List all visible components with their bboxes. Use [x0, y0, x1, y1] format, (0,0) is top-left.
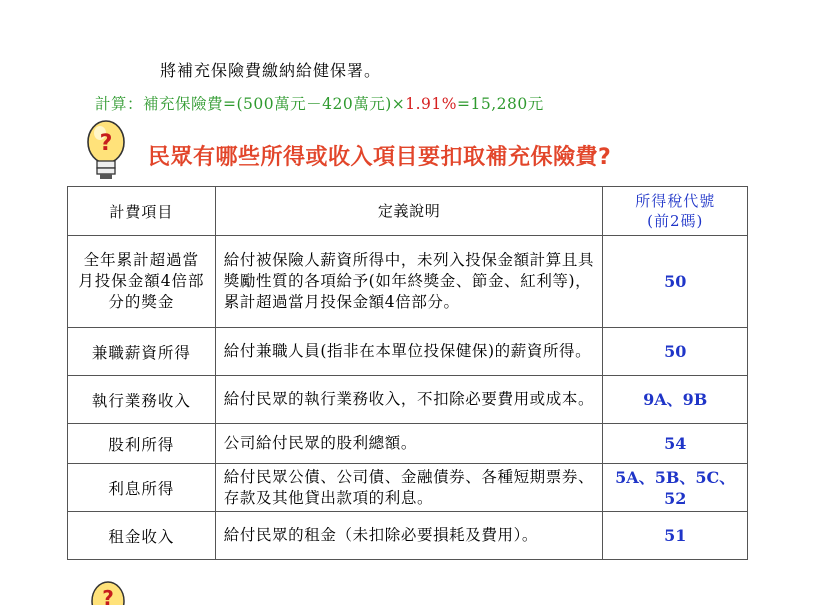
- row-code: 54: [603, 424, 748, 464]
- calc-prefix: 計算：補充保險費=(500萬元－420萬元)×: [95, 95, 406, 113]
- table-row: [68, 464, 748, 512]
- svg-text:?: ?: [99, 131, 113, 156]
- row-definition: 給付被保險人薪資所得中，未列入投保金額計算且具獎勵性質的各項給予(如年終獎金、節金、紅利等)，累計超過當月投保金額4倍部分。: [215, 236, 603, 328]
- row-item: 全年累計超過當月投保金額4倍部分的獎金: [68, 236, 216, 328]
- header-code: [603, 187, 748, 236]
- row-definition: 給付民眾的租金（未扣除必要損耗及費用）。: [215, 512, 603, 560]
- header-item: 計費項目: [68, 187, 216, 236]
- row-item: 利息所得: [68, 464, 216, 512]
- row-code: 50: [603, 328, 748, 376]
- svg-text:?: ?: [102, 586, 114, 605]
- table-row: [68, 376, 748, 424]
- row-item: 租金收入: [68, 512, 216, 560]
- table-header-row: [68, 187, 748, 236]
- lightbulb-question-icon: [84, 116, 132, 184]
- supplementary-premium-table: [67, 186, 748, 560]
- row-code: 51: [603, 512, 748, 560]
- row-item: 兼職薪資所得: [68, 328, 216, 376]
- row-item: 股利所得: [68, 424, 216, 464]
- header-code-line1: 所得稅代號: [635, 192, 716, 210]
- calc-suffix: =15,280元: [457, 95, 544, 113]
- row-code: 9A、9B: [603, 376, 748, 424]
- header-code-line2: (前2碼): [647, 212, 704, 230]
- row-definition: 公司給付民眾的股利總額。: [215, 424, 603, 464]
- row-definition: 給付民眾的執行業務收入，不扣除必要費用或成本。: [215, 376, 603, 424]
- row-definition: 給付兼職人員(指非在本單位投保健保)的薪資所得。: [215, 328, 603, 376]
- header-definition: 定義說明: [215, 187, 603, 236]
- table-row: [68, 512, 748, 560]
- table-row: [68, 236, 748, 328]
- question-title: 民眾有哪些所得或收入項目要扣取補充保險費?: [148, 145, 612, 170]
- row-code: 5A、5B、5C、52: [603, 464, 748, 512]
- row-code: 50: [603, 236, 748, 328]
- calculation-line: [95, 92, 544, 114]
- intro-line: 將補充保險費繳納給健保署。: [160, 61, 382, 80]
- row-definition: 給付民眾公債、公司債、金融債券、各種短期票券、存款及其他貸出款項的利息。: [215, 464, 603, 512]
- table-row: [68, 328, 748, 376]
- table-row: [68, 424, 748, 464]
- calc-rate: 1.91%: [405, 95, 457, 113]
- row-item: 執行業務收入: [68, 376, 216, 424]
